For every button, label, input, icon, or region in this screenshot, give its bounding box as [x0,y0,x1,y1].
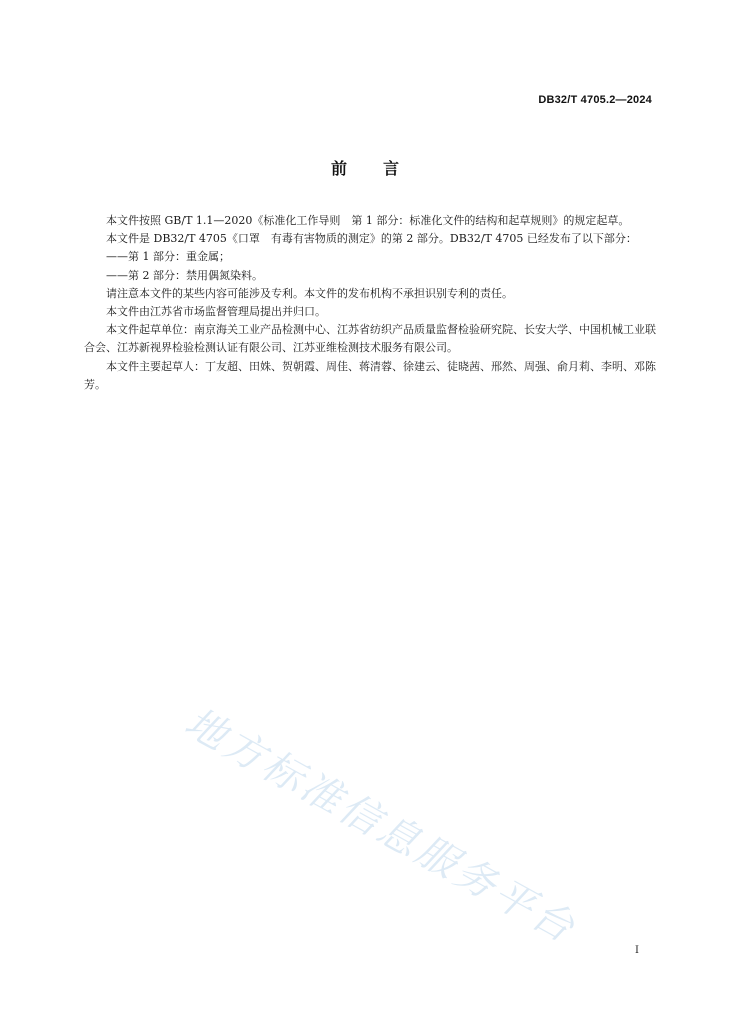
paragraph-drafting-units: 本文件起草单位：南京海关工业产品检测中心、江苏省纺织产品质量监督检验研究院、长安大学、中国机械工业联合会、江苏新视界检验检测认证有限公司、江苏亚维检测技术服务有限公司。 [84,323,656,355]
paragraph-patent-notice: 请注意本文件的某些内容可能涉及专利。本文件的发布机构不承担识别专利的责任。 [106,286,513,300]
foreword-body [84,212,656,394]
watermark-text: 地方标准信息服务平台 [177,699,585,953]
page-title: 前言 [330,159,435,178]
paragraph-drafters: 本文件主要起草人：丁友超、田姝、贺朝霞、周佳、蒋清蓉、徐建云、徒晓茜、邢然、周强、俞月莉、李明、邓陈芳。 [84,359,656,391]
paragraph-proposer: 本文件由江苏省市场监督管理局提出并归口。 [106,305,326,319]
list-item-part-2: ——第 2 部分：禁用偶氮染料。 [106,268,263,282]
document-code: DB32/T 4705.2—2024 [538,94,652,106]
paragraph-drafting-rules: 本文件按照 GB/T 1.1—2020《标准化工作导则 第 1 部分：标准化文件的结构和起草规则》的规定起草。 [106,214,630,227]
list-item-part-1: ——第 1 部分：重金属； [106,250,230,264]
page-number: I [635,945,639,956]
paragraph-series-parts: 本文件是 DB32/T 4705《口罩 有毒有害物质的测定》的第 2 部分。DB32/T 4705 已经发布了以下部分： [106,232,637,246]
